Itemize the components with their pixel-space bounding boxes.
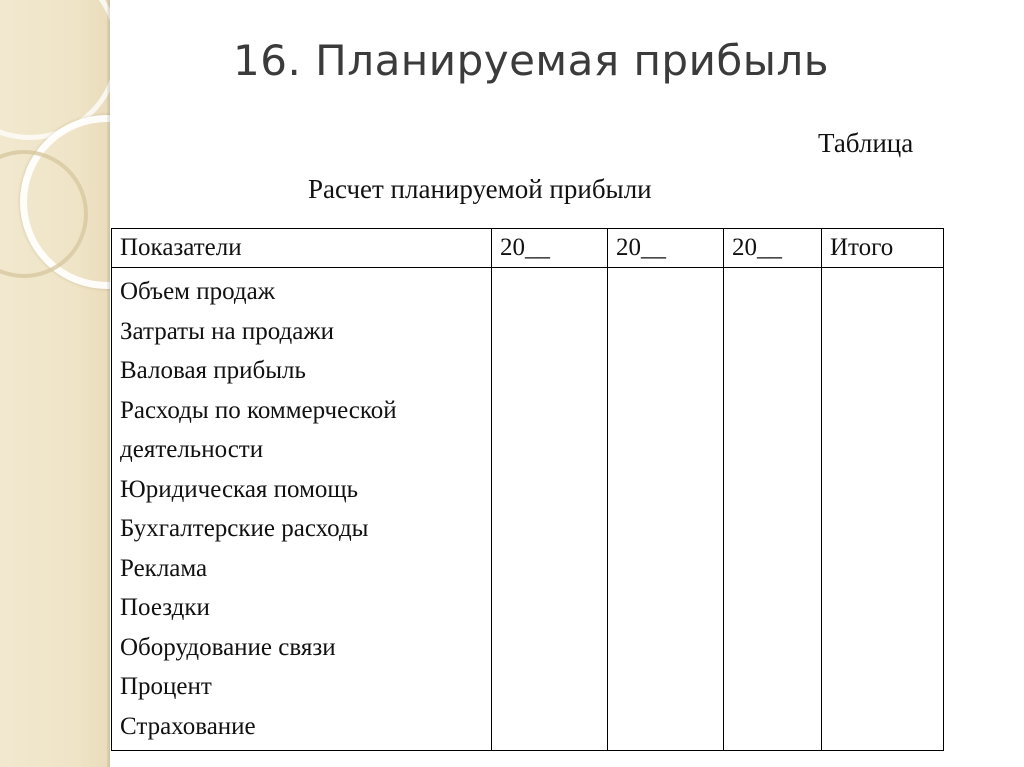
list-item: Оборудование связи [120, 633, 336, 661]
list-item: деятельности [120, 436, 264, 463]
header-year-1: 20__ [492, 229, 608, 268]
list-item: Расходы по коммерческой [120, 396, 397, 424]
decorative-side-band [0, 0, 110, 767]
list-item: Юридическая помощь [120, 475, 359, 503]
table-caption: Расчет планируемой прибыли [308, 174, 652, 204]
table-body-row [112, 268, 944, 751]
list-item: Бухгалтерские расходы [120, 515, 369, 542]
table-header-row [112, 229, 944, 268]
list-item: Валовая прибыль [120, 357, 306, 384]
total-cell [822, 268, 944, 751]
header-indicators: Показатели [112, 229, 492, 268]
list-item: Реклама [120, 554, 208, 582]
list-item: Объем продаж [120, 278, 275, 305]
indicators-list [120, 272, 483, 746]
indicators-cell [112, 268, 492, 751]
year-3-cell [724, 268, 822, 751]
header-year-3: 20__ [724, 229, 822, 268]
list-item: Страхование [120, 712, 256, 740]
list-item: Поездки [120, 594, 210, 621]
year-1-cell [492, 268, 608, 751]
table-label: Таблица [818, 128, 914, 158]
header-year-2: 20__ [608, 229, 724, 268]
slide-title: 16. Планируемая прибыль [233, 36, 830, 85]
profit-table [111, 228, 944, 751]
list-item: Затраты на продажи [120, 317, 334, 345]
header-total: Итого [822, 229, 944, 268]
list-item: Процент [120, 673, 212, 700]
year-2-cell [608, 268, 724, 751]
